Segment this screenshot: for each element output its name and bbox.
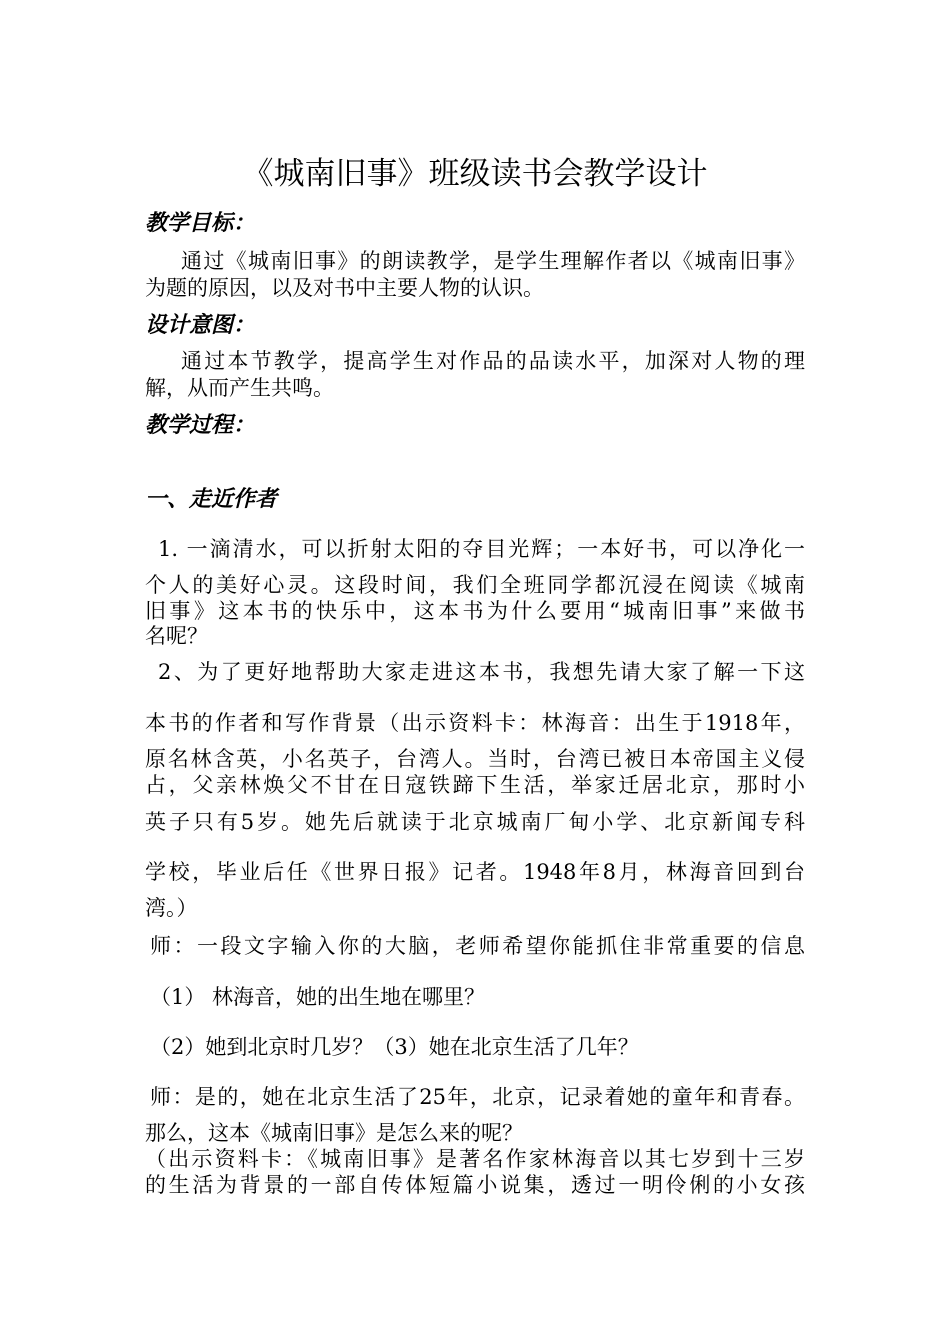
document-title: 《城南旧事》班级读书会教学设计 xyxy=(242,156,708,192)
body-line-4: 名呢？ xyxy=(145,624,208,648)
body-line-9: 英子只有5岁。她先后就读于北京城南厂甸小学、北京新闻专科 xyxy=(145,810,805,834)
body-line-8: 占，父亲林焕父不甘在日寇铁蹄下生活，举家迁居北京，那时小 xyxy=(145,773,805,797)
heading-part-one: 一、走近作者 xyxy=(145,487,278,512)
body-line-13: （1） 林海音，她的出生地在哪里？ xyxy=(150,985,486,1009)
heading-teaching-goal: 教学目标： xyxy=(145,211,256,236)
body-line-3: 旧事》这本书的快乐中，这本书为什么要用“城南旧事”来做书 xyxy=(145,599,805,623)
body-line-11: 湾。） xyxy=(145,896,198,920)
intent-line-1: 通过本节教学，提高学生对作品的品读水平，加深对人物的理 xyxy=(181,349,805,373)
body-line-17: （出示资料卡：《城南旧事》是著名作家林海音以其七岁到十三岁 xyxy=(145,1147,805,1171)
body-line-16: 那么，这本《城南旧事》是怎么来的呢？ xyxy=(145,1121,523,1145)
body-line-5: 2、为了更好地帮助大家走进这本书，我想先请大家了解一下这 xyxy=(158,660,805,684)
heading-design-intent: 设计意图： xyxy=(145,313,256,338)
heading-teaching-process: 教学过程： xyxy=(145,413,256,438)
body-line-18: 的生活为背景的一部自传体短篇小说集，透过一明伶俐的小女孩 xyxy=(145,1173,805,1197)
body-line-7: 原名林含英，小名英子，台湾人。当时，台湾已被日本帝国主义侵 xyxy=(145,747,805,771)
body-line-2: 个人的美好心灵。这段时间，我们全班同学都沉浸在阅读《城南 xyxy=(145,573,805,597)
body-line-15: 师：是的，她在北京生活了25年，北京，记录着她的童年和青春。 xyxy=(150,1085,805,1109)
body-line-6: 本书的作者和写作背景（出示资料卡：林海音：出生于1918年， xyxy=(145,711,805,735)
goal-line-1: 通过《城南旧事》的朗读教学，是学生理解作者以《城南旧事》 xyxy=(181,249,805,273)
intent-line-2: 解，从而产生共鸣。 xyxy=(145,376,334,400)
goal-line-2: 为题的原因，以及对书中主要人物的认识。 xyxy=(145,276,544,300)
body-line-12: 师：一段文字输入你的大脑，老师希望你能抓住非常重要的信息 xyxy=(150,934,805,958)
body-line-10: 学校，毕业后任《世界日报》记者。1948年8月，林海音回到台 xyxy=(145,860,805,884)
body-line-14: （2）她到北京时几岁？（3）她在北京生活了几年？ xyxy=(150,1035,639,1059)
body-line-1: 1. 一滴清水，可以折射太阳的夺目光辉；一本好书，可以净化一 xyxy=(158,537,805,561)
